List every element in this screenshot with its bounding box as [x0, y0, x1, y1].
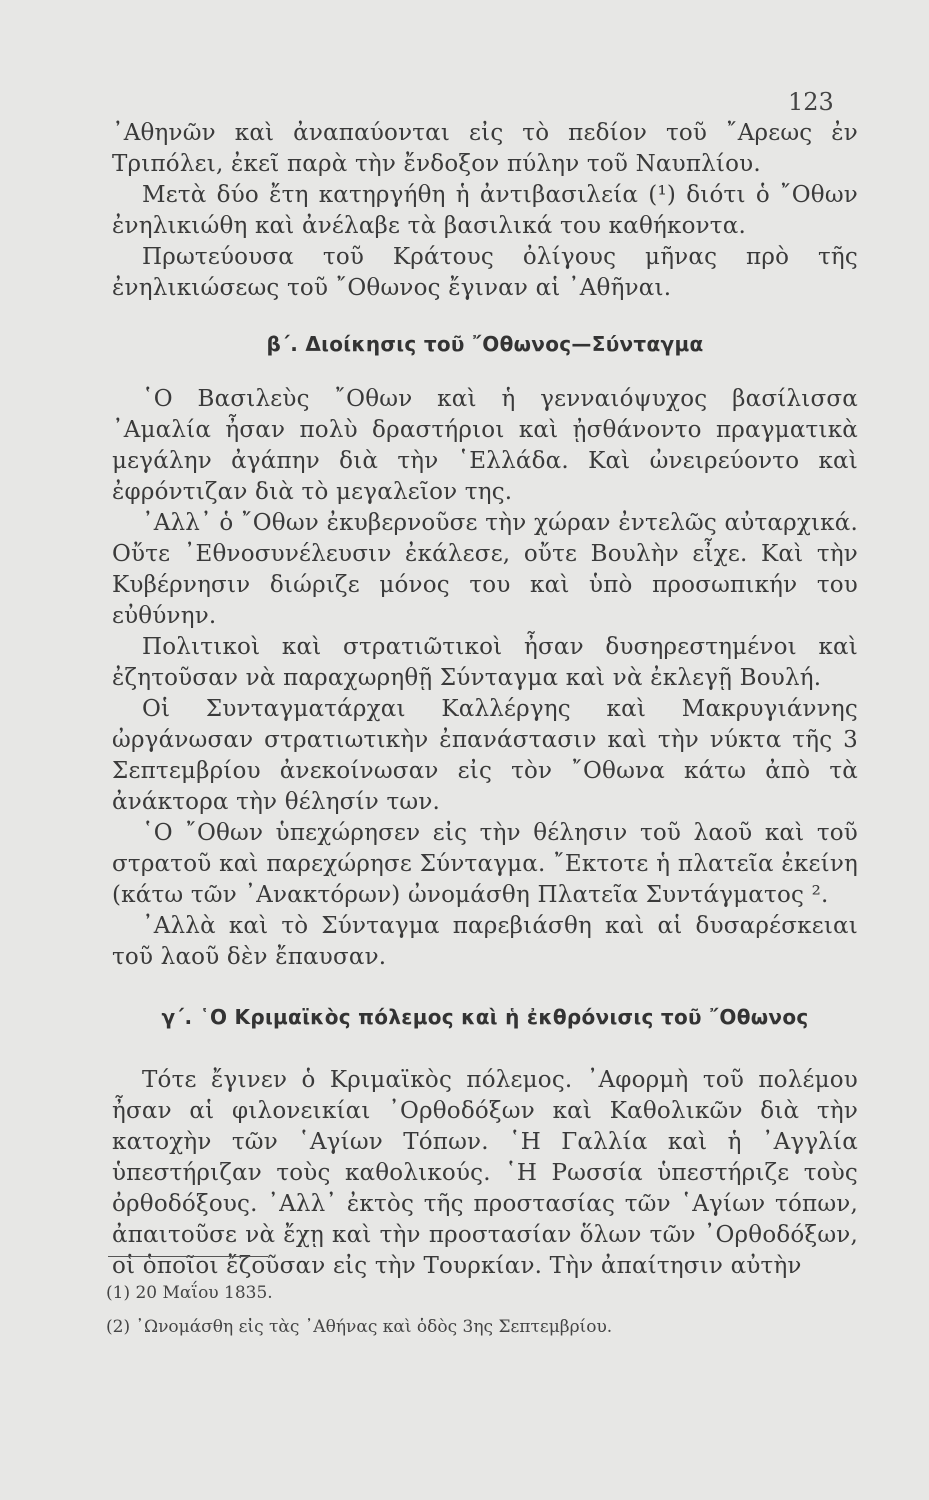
paragraph: Τότε ἔγινεν ὁ Κριμαϊκὸς πόλεμος. ᾿Αφορμὴ τοῦ πολέμου ἦσαν αἱ φιλονεικίαι ᾿Ορθοδόξων καὶ Καθολικῶν διὰ τὴν κατοχὴν τῶν ῾Αγίων Τόπων. ῾Η Γαλλία καὶ ἡ ᾿Αγγλία ὑπεστήριζαν τοὺς καθολικούς. ῾Η Ρωσσία ὑπεστήριζε τοὺς ὀρθοδόξους. ᾿Αλλ᾿ ἐκτὸς τῆς προστασίας τῶν ῾Αγίων τόπων, ἀπαιτοῦσε νὰ ἔχῃ καὶ τὴν προστασίαν ὅλων τῶν ᾿Ορθοδόξων, οἱ ὁποῖοι ἔζοῦσαν εἰς τὴν Τουρκίαν. Τὴν ἀπαίτησιν αὐτὴν [112, 1067, 858, 1279]
body-text [112, 118, 858, 1282]
paragraph: Πολιτικοὶ καὶ στρατιῶτικοὶ ἦσαν δυσηρεστημένοι καὶ ἐζητοῦσαν νὰ παραχωρηθῇ Σύνταγμα καὶ νὰ ἐκλεγῇ Βουλή. [112, 634, 858, 691]
section-heading-b: β΄. Διοίκησις τοῦ ῎Οθωνος—Σύνταγμα [266, 332, 704, 356]
page-number: 123 [788, 88, 834, 116]
footnote-2: (2) ᾿Ωνομάσθη εἰς τὰς ᾿Αθήνας καὶ ὁδὸς 3ης Σεπτεμβρίου. [106, 1317, 613, 1337]
footnote-1: (1) 20 Μαΐου 1835. [106, 1283, 273, 1303]
paragraph: Πρωτεύουσα τοῦ Κράτους ὀλίγους μῆνας πρὸ τῆς ἐνηλικιώσεως τοῦ ῎Οθωνος ἔγιναν αἱ ᾿Αθῆναι. [112, 244, 858, 301]
paragraph: ῾Ο ῎Οθων ὑπεχώρησεν εἰς τὴν θέλησιν τοῦ λαοῦ καὶ τοῦ στρατοῦ καὶ παρεχώρησε Σύνταγμα. ῎Εκτοτε ἡ πλατεῖα ἐκείνη (κάτω τῶν ᾿Ανακτόρων) ὠνομάσθη Πλατεῖα Συντάγματος ². [112, 820, 858, 908]
footnote-divider [108, 1256, 268, 1257]
footnotes [106, 1276, 806, 1344]
paragraph: ῾Ο Βασιλεὺς ῎Οθων καὶ ἡ γενναιόψυχος βασίλισσα ᾿Αμαλία ἦσαν πολὺ δραστήριοι καὶ ᾐσθάνοντο πραγματικὰ μεγάλην ἀγάπην διὰ τὴν ῾Ελλάδα. Καὶ ὠνειρεύοντο καὶ ἐφρόντιζαν διὰ τὸ μεγαλεῖον της. [112, 386, 858, 505]
paragraph: ᾿Αλλὰ καὶ τὸ Σύνταγμα παρεβιάσθη καὶ αἱ δυσαρέσκειαι τοῦ λαοῦ δὲν ἔπαυσαν. [112, 913, 858, 970]
paragraph: ᾿Αλλ᾿ ὁ ῎Οθων ἐκυβερνοῦσε τὴν χώραν ἐντελῶς αὐταρχικά. Οὔτε ᾿Εθνοσυνέλευσιν ἐκάλεσε, οὔτε Βουλὴν εἶχε. Καὶ τὴν Κυβέρνησιν διώριζε μόνος του καὶ ὑπὸ προσωπικήν του εὐθύνην. [112, 510, 858, 629]
section-heading-c: γ΄. ῾Ο Κριμαϊκὸς πόλεμος καὶ ἡ ἐκθρόνισις τοῦ ῎Οθωνος [161, 1005, 809, 1029]
paragraph: Μετὰ δύο ἔτη κατηργήθη ἡ ἀντιβασιλεία (¹) διότι ὁ ῎Οθων ἐνηλικιώθη καὶ ἀνέλαβε τὰ βασιλικά του καθήκοντα. [112, 182, 858, 239]
paragraph: Οἱ Συνταγματάρχαι Καλλέργης καὶ Μακρυγιάννης ὠργάνωσαν στρατιωτικὴν ἐπανάστασιν καὶ τὴν νύκτα τῆς 3 Σεπτεμβρίου ἀνεκοίνωσαν εἰς τὸν ῎Οθωνα κάτω ἀπὸ τὰ ἀνάκτορα τὴν θέλησίν των. [112, 696, 858, 815]
paragraph: ᾿Αθηνῶν καὶ ἀναπαύονται εἰς τὸ πεδίον τοῦ ῎Αρεως ἐν Τριπόλει, ἐκεῖ παρὰ τὴν ἔνδοξον πύλην τοῦ Ναυπλίου. [112, 120, 858, 177]
